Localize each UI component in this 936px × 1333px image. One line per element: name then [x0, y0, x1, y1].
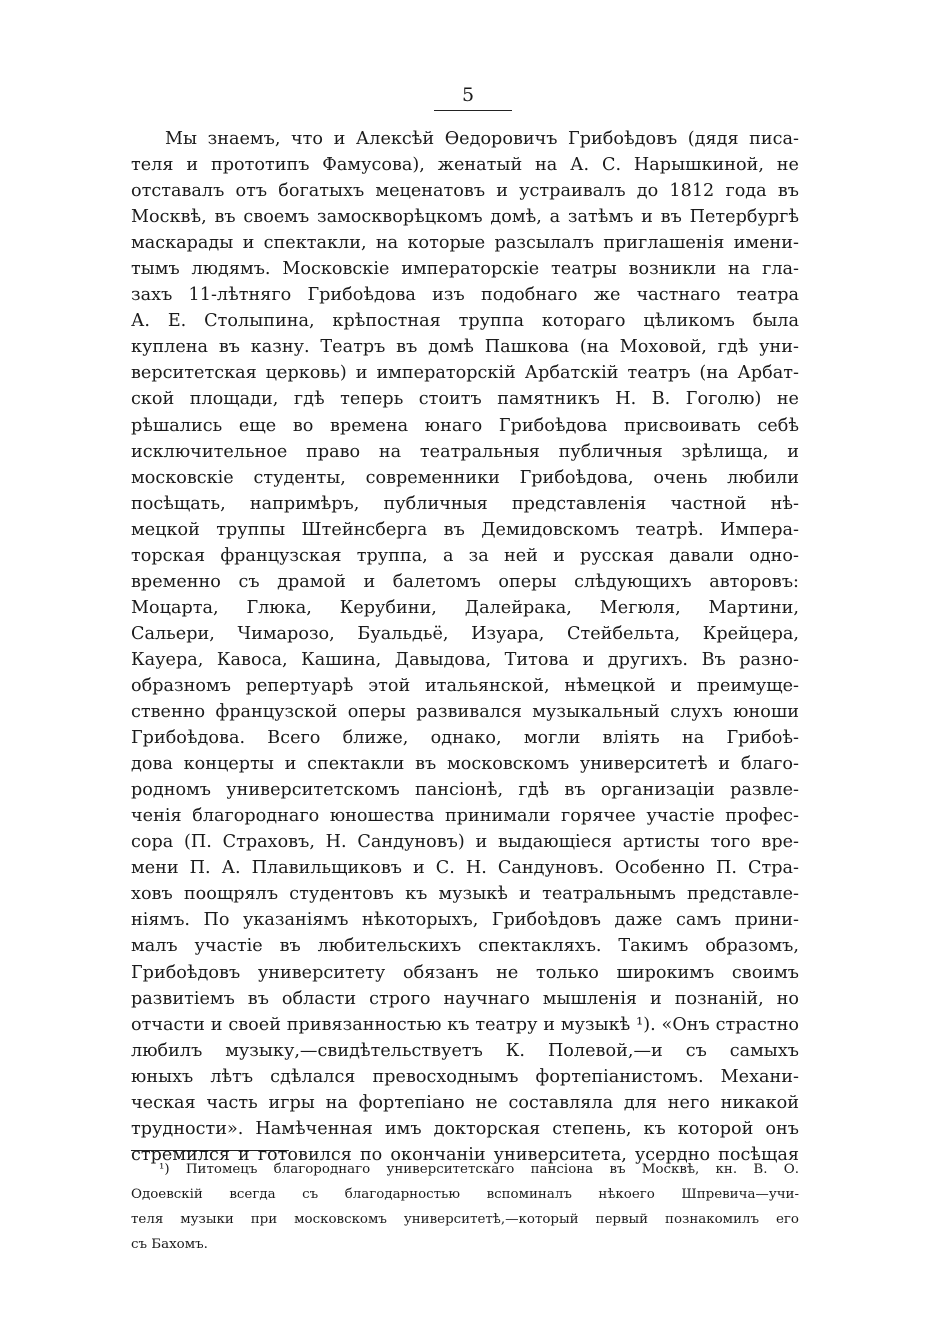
- footnote-line: теля музыки при московскомъ университетѣ,—который первый познакомилъ его: [131, 1212, 799, 1227]
- body-line: мецкой труппы Штейнсберга въ Демидовскомъ театрѣ. Импера-: [131, 519, 799, 540]
- body-line: исключительное право на театральныя публичныя зрѣлища, и: [131, 441, 799, 462]
- body-line: ніямъ. По указаніямъ нѣкоторыхъ, Грибоѣдовъ даже самъ прини-: [131, 910, 799, 931]
- body-line: маскарады и спектакли, на которые разсылалъ приглашенія имени-: [131, 233, 799, 254]
- body-line: ственно французской оперы развивался музыкальный слухъ юноши: [131, 702, 799, 723]
- body-line: малъ участіе въ любительскихъ спектакляхъ. Такимъ образомъ,: [131, 936, 799, 957]
- body-line: развитіемъ въ области строго научнаго мышленія и познаній, но: [131, 988, 799, 1009]
- footnote-rule: [131, 1150, 289, 1151]
- body-line: московскіе студенты, современники Грибоѣдова, очень любили: [131, 467, 799, 488]
- body-line: захъ 11-лѣтняго Грибоѣдова изъ подобнаго же частнаго театра: [131, 285, 799, 306]
- body-line: ченія благороднаго юношества принимали горячее участіе профес-: [131, 806, 799, 827]
- body-line: А. Е. Столыпина, крѣпостная труппа котораго цѣликомъ была: [131, 311, 799, 332]
- body-line: Кауера, Кавоса, Кашина, Давыдова, Титова и другихъ. Въ разно-: [131, 649, 799, 670]
- footnote-line: ¹) Питомецъ благороднаго университетскаго пансіона въ Москвѣ, кн. В. О.: [159, 1162, 799, 1177]
- body-line: рѣшались еще во времена юнаго Грибоѣдова присвоивать себѣ: [131, 415, 799, 436]
- body-line: Моцарта, Глюка, Керубини, Далейрака, Мегюля, Мартини,: [131, 597, 799, 618]
- body-line: образномъ репертуарѣ этой итальянской, нѣмецкой и преимуще-: [131, 675, 799, 696]
- body-line: юныхъ лѣтъ сдѣлался превосходнымъ фортепіанистомъ. Механи-: [131, 1066, 799, 1087]
- body-line: ской площади, гдѣ теперь стоитъ памятникъ Н. В. Гоголю) не: [131, 389, 799, 410]
- body-line: посѣщать, напримѣръ, публичныя представленія частной нѣ-: [131, 493, 799, 514]
- body-line: сора (П. Страховъ, Н. Сандуновъ) и выдающіеся артисты того вре-: [131, 832, 799, 853]
- body-line: отчасти и своей привязанностью къ театру и музыкѣ ¹). «Онъ страстно: [131, 1014, 799, 1035]
- body-line: стремился и готовился по окончаніи университета, усердно посѣщая: [131, 1144, 799, 1165]
- body-line: Мы знаемъ, что и Алексѣй Ѳедоровичъ Грибоѣдовъ (дядя писа-: [165, 129, 799, 149]
- footnotes: [131, 1157, 799, 1257]
- page-number-rule: [434, 110, 512, 111]
- body-line: куплена въ казну. Театръ въ домѣ Пашкова (на Моховой, гдѣ уни-: [131, 337, 799, 358]
- body-line: Москвѣ, въ своемъ замоскворѣцкомъ домѣ, а затѣмъ и въ Петербургѣ: [131, 207, 799, 228]
- footnote-line: Одоевскій всегда съ благодарностью вспоминалъ нѣкоего Шпревича—учи-: [131, 1187, 799, 1202]
- body-line: трудности». Намѣченная имъ докторская степень, къ которой онъ: [131, 1118, 799, 1139]
- page-number: 5: [461, 84, 475, 106]
- body-line: мени П. А. Плавильщиковъ и С. Н. Сандуновъ. Особенно П. Стра-: [131, 858, 799, 879]
- body-text: [131, 126, 799, 1168]
- body-line: Грибоѣдовъ университету обязанъ не только широкимъ своимъ: [131, 962, 799, 983]
- body-line: дова концерты и спектакли въ московскомъ университетѣ и благо-: [131, 754, 799, 775]
- body-line: ческая часть игры на фортепіано не составляла для него никакой: [131, 1092, 799, 1113]
- body-line: Сальери, Чимарозо, Буальдьё, Изуара, Стейбельта, Крейцера,: [131, 623, 799, 644]
- body-line: теля и прототипъ Фамусова), женатый на А. С. Нарышкиной, не: [131, 155, 799, 176]
- body-line: торская французская труппа, а за ней и русская давали одно-: [131, 545, 799, 566]
- body-line: тымъ людямъ. Московскіе императорскіе театры возникли на гла-: [131, 259, 799, 280]
- body-line: Грибоѣдова. Всего ближе, однако, могли вліять на Грибоѣ-: [131, 728, 799, 749]
- body-line: ховъ поощрялъ студентовъ къ музыкѣ и театральнымъ представле-: [131, 884, 799, 905]
- footnote-line: съ Бахомъ.: [131, 1237, 208, 1252]
- body-line: временно съ драмой и балетомъ оперы слѣдующихъ авторовъ:: [131, 571, 799, 592]
- body-line: отставалъ отъ богатыхъ меценатовъ и устраивалъ до 1812 года въ: [131, 181, 799, 202]
- body-line: любилъ музыку,—свидѣтельствуетъ К. Полевой,—и съ самыхъ: [131, 1040, 799, 1061]
- body-line: родномъ университетскомъ пансіонѣ, гдѣ въ организаціи развле-: [131, 780, 799, 801]
- body-line: верситетская церковь) и императорскій Арбатскій театръ (на Арбат-: [131, 363, 799, 384]
